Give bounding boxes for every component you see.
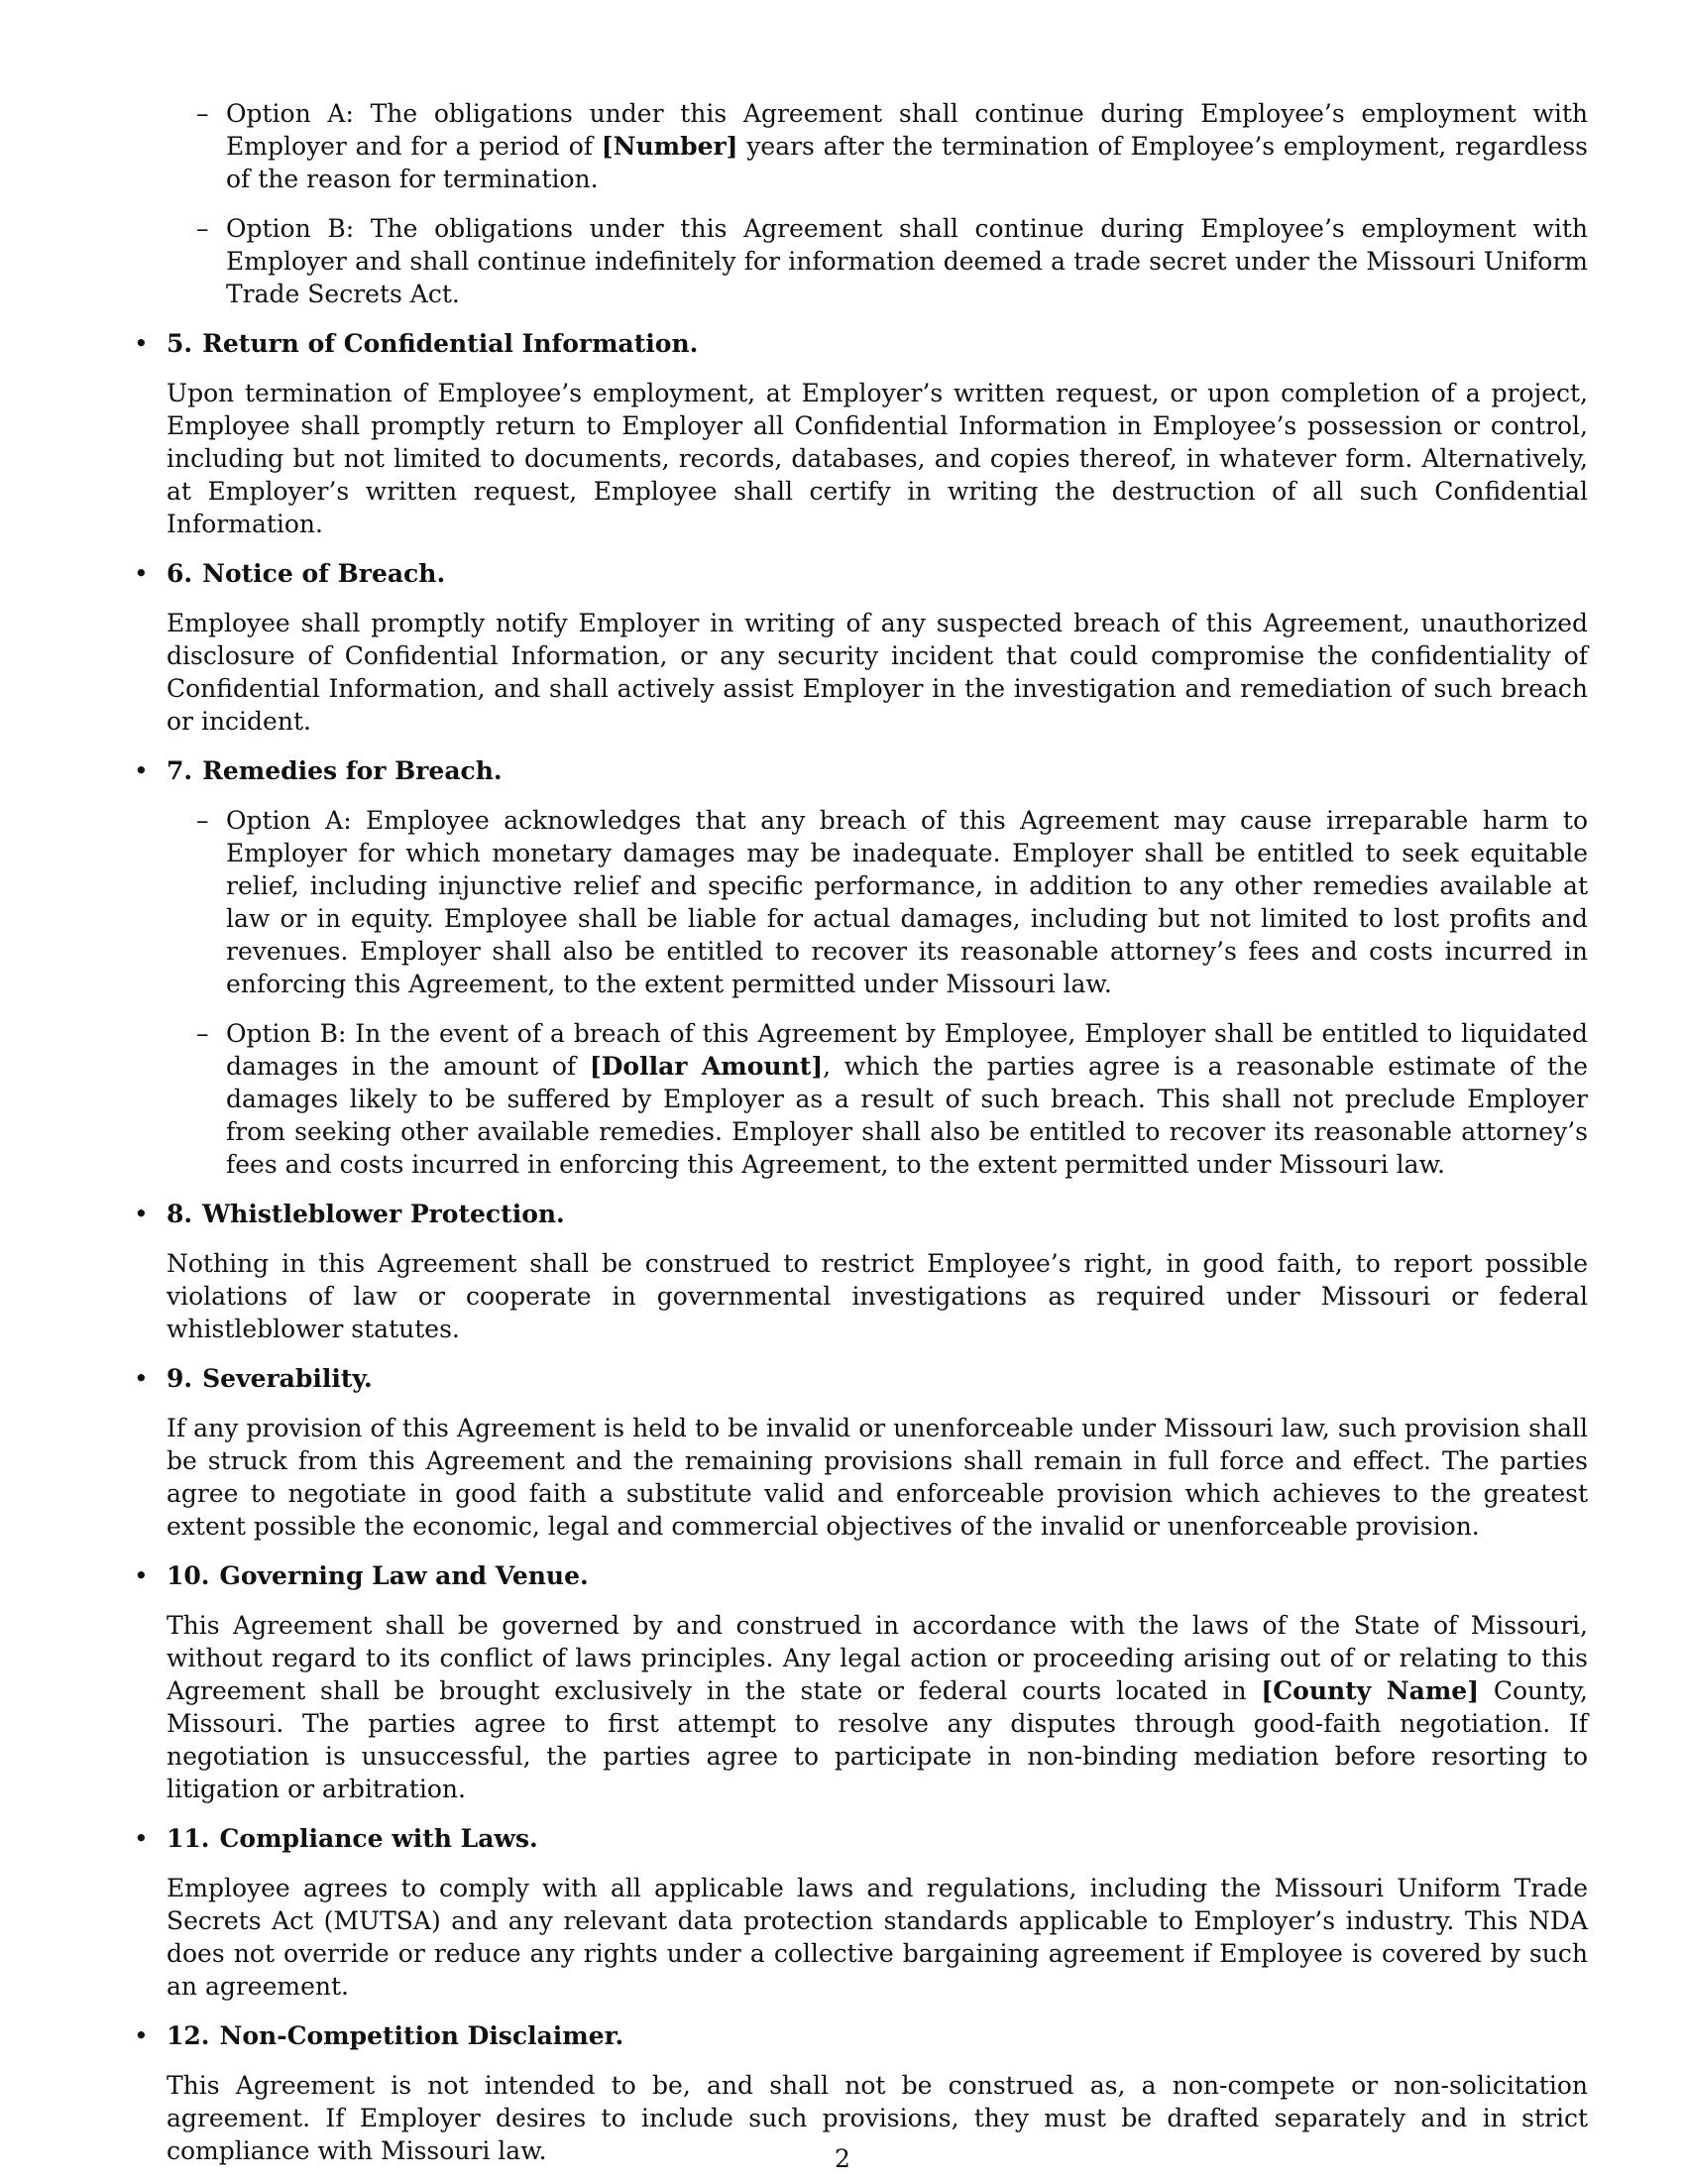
section-9 xyxy=(129,1362,1588,1543)
section-number: 10. xyxy=(167,1561,210,1590)
bullet-marker: • xyxy=(134,1364,149,1393)
option-text: Option A: The obligations under this Agreement shall continue during Employee’s employment with Employer and for a period of xyxy=(226,99,1588,161)
section-heading xyxy=(167,557,1588,590)
body-text-continued: County, Missouri. The parties agree to first attempt to resolve any disputes through good-faith negotiation. If negotiation is unsuccessful, the parties agree to participate in non-binding mediation before resorting to litigation or arbitration. xyxy=(167,1676,1588,1803)
section-10 xyxy=(129,1559,1588,1805)
section-11 xyxy=(129,1822,1588,2003)
section-number: 8. xyxy=(167,1200,193,1228)
number-placeholder: [Number] xyxy=(601,132,738,161)
section-heading xyxy=(167,327,1588,360)
section-title: Whistleblower Protection. xyxy=(202,1200,565,1228)
county-name-placeholder: [County Name] xyxy=(1261,1676,1480,1705)
section-body: If any provision of this Agreement is held to be invalid or unenforceable under Missouri law, such provision shall be struck from this Agreement and the remaining provisions shall remain in full force and effect. The parties agree to negotiate in good faith a substitute valid and enforceable provision which achieves to the greatest extent possible the economic, legal and commercial objectives of the invalid or unenforceable provision. xyxy=(167,1414,1588,1541)
section-number: 5. xyxy=(167,329,193,358)
section-number: 9. xyxy=(167,1364,193,1393)
section-5 xyxy=(129,327,1588,540)
option-text: Option B: In the event of a breach of this Agreement by Employee, Employer shall be entitled to liquidated damages in the amount of xyxy=(226,1019,1588,1081)
option-a-duration xyxy=(196,97,1588,195)
document-content xyxy=(129,97,1588,2184)
bullet-marker: • xyxy=(134,2021,149,2050)
option-a-remedies xyxy=(196,804,1588,1000)
section-title: Non-Competition Disclaimer. xyxy=(219,2021,624,2050)
bullet-marker: • xyxy=(134,1824,149,1853)
section-heading xyxy=(167,1822,1588,1855)
option-text-continued: , which the parties agree is a reasonable estimate of the damages likely to be suffered by Employer as a result of such breach. This shall not preclude Employer from seeking other available remedies. Employer shall also be entitled to recover its reasonable attorney’s fees and costs incurred in enforcing this Agreement, to the extent permitted under Missouri law. xyxy=(226,1052,1589,1179)
body-text: This Agreement shall be governed by and construed in accordance with the laws of the State of Missouri, without regard to its conflict of laws principles. Any legal action or proceeding arising out of or relating to this Agreement shall be brought exclusively in the state or federal courts located in xyxy=(167,1611,1588,1705)
dash-marker: – xyxy=(196,99,209,128)
section-number: 7. xyxy=(167,756,193,785)
section-body: Nothing in this Agreement shall be construed to restrict Employee’s right, in good faith, to report possible violations of law or cooperate in governmental investigations as required under Missouri or federal whistleblower statutes. xyxy=(167,1249,1588,1343)
dash-marker: – xyxy=(196,806,209,835)
option-b-duration xyxy=(196,212,1588,310)
section-6 xyxy=(129,557,1588,738)
option-text-continued: years after the termination of Employee’s employment, regardless of the reason for termination. xyxy=(226,132,1588,193)
section-heading xyxy=(167,754,1588,787)
dollar-amount-placeholder: [Dollar Amount] xyxy=(589,1052,824,1081)
section-heading xyxy=(167,1559,1588,1592)
section-title: Notice of Breach. xyxy=(202,559,446,588)
duration-options-list xyxy=(196,97,1588,310)
section-body: Upon termination of Employee’s employment, at Employer’s written request, or upon completion of a project, Employee shall promptly return to Employer all Confidential Information in Employee’s possession or control, including but not limited to documents, records, databases, and copies thereof, in whatever form. Alternatively, at Employer’s written request, Employee shall certify in writing the destruction of all such Confidential Information. xyxy=(167,379,1588,538)
section-title: Return of Confidential Information. xyxy=(202,329,699,358)
page-number: 2 xyxy=(835,2144,850,2173)
dash-marker: – xyxy=(196,1019,209,1048)
bullet-marker: • xyxy=(134,1200,149,1228)
section-body: Employee agrees to comply with all applicable laws and regulations, including the Missouri Uniform Trade Secrets Act (MUTSA) and any relevant data protection standards applicable to Employer’s industry. This NDA does not override or reduce any rights under a collective bargaining agreement if Employee is covered by such an agreement. xyxy=(167,1874,1588,2001)
bullet-marker: • xyxy=(134,1561,149,1590)
bullet-marker: • xyxy=(134,756,149,785)
section-body: Employee shall promptly notify Employer in writing of any suspected breach of this Agreement, unauthorized disclosure of Confidential Information, or any security incident that could compromise the confidentiality of Confidential Information, and shall actively assist Employer in the investigation and remediation of such breach or incident. xyxy=(167,609,1588,736)
option-text: Option B: The obligations under this Agreement shall continue during Employee’s employment with Employer and shall continue indefinitely for information deemed a trade secret under the Missouri Uniform Trade Secrets Act. xyxy=(226,214,1588,308)
section-7 xyxy=(129,754,1588,1181)
option-b-remedies xyxy=(196,1017,1589,1181)
section-8 xyxy=(129,1198,1588,1345)
section-title: Remedies for Breach. xyxy=(202,756,503,785)
option-text: Option A: Employee acknowledges that any breach of this Agreement may cause irreparable harm to Employer for which monetary damages may be inadequate. Employer shall be entitled to seek equitable relief, including injunctive relief and specific performance, in addition to any other remedies available at law or in equity. Employee shall be liable for actual damages, including but not limited to lost profits and revenues. Employer shall also be entitled to recover its reasonable attorney’s fees and costs incurred in enforcing this Agreement, to the extent permitted under Missouri law. xyxy=(226,806,1588,998)
section-heading xyxy=(167,2019,1588,2052)
section-number: 11. xyxy=(167,1824,210,1853)
bullet-marker: • xyxy=(134,559,149,588)
section-title: Governing Law and Venue. xyxy=(219,1561,589,1590)
section-title: Severability. xyxy=(202,1364,373,1393)
section-body: This Agreement is not intended to be, and shall not be construed as, a non-compete or non-solicitation agreement. If Employer desires to include such provisions, they must be drafted separately and in strict compliance with Missouri law. xyxy=(167,2071,1588,2165)
section-body xyxy=(167,1609,1588,1805)
section-heading xyxy=(167,1362,1588,1395)
section-title: Compliance with Laws. xyxy=(219,1824,538,1853)
remedies-options-list xyxy=(196,804,1589,1181)
section-number: 6. xyxy=(167,559,193,588)
section-number: 12. xyxy=(167,2021,210,2050)
bullet-marker: • xyxy=(134,329,149,358)
dash-marker: – xyxy=(196,214,209,243)
section-heading xyxy=(167,1198,1588,1230)
